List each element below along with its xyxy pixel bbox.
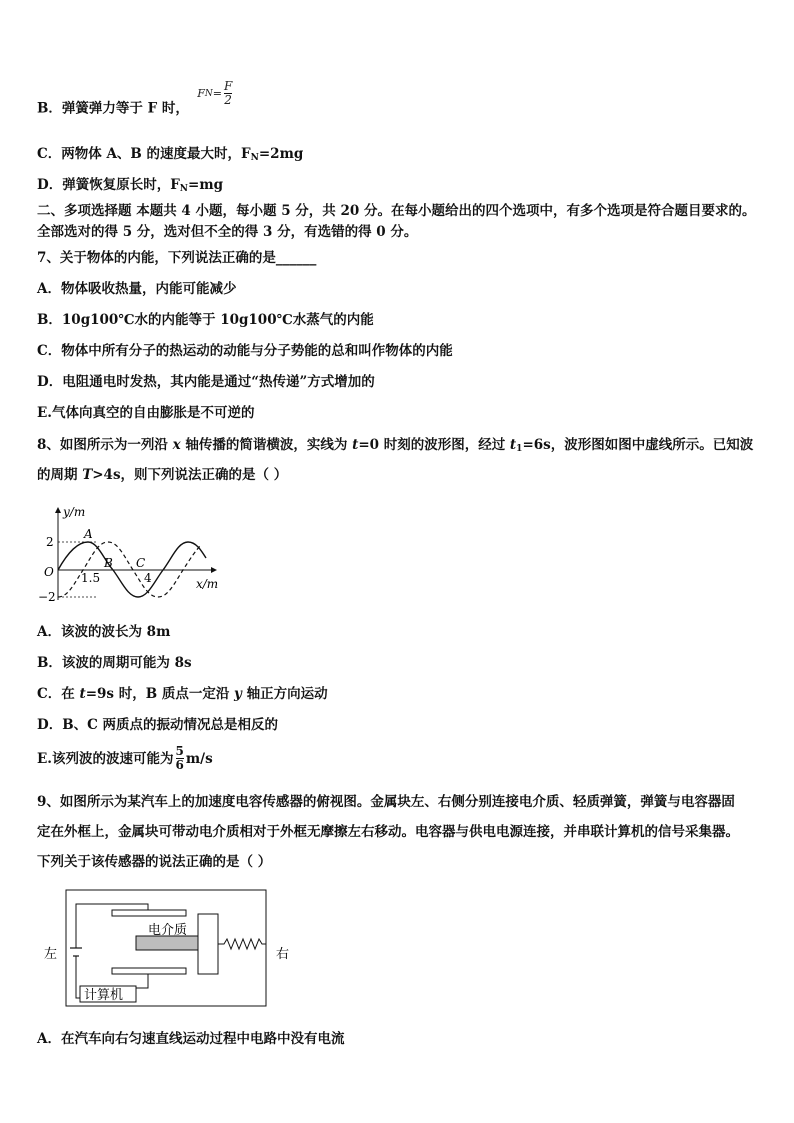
- q6-option-b-formula: F N = $\frac{F}{2}$: [197, 79, 233, 107]
- q9-stem-line1: 9、如图所示为某汽车上的加速度电容传感器的俯视图。金属块左、右侧分别连接电介质、轻质弹簧，弹簧与电容器固: [37, 794, 735, 810]
- q7-option-d: D．电阻通电时发热，其内能是通过“热传递”方式增加的: [37, 374, 375, 390]
- y-axis-label: y/m: [63, 505, 86, 519]
- q7-option-c: C．物体中所有分子的热运动的动能与分子势能的总和叫作物体的内能: [37, 343, 453, 359]
- capacitor-top-plate: [112, 910, 186, 916]
- q7-option-a: A．物体吸收热量，内能可能减少: [37, 281, 237, 297]
- bottom-wire: [76, 956, 80, 998]
- spring: [218, 939, 266, 949]
- point-a-label: A: [84, 527, 93, 541]
- q9-option-a: A．在汽车向右匀速直线运动过程中电路中没有电流: [37, 1031, 345, 1047]
- capacitor-bottom-plate: [112, 968, 186, 974]
- q6-option-c: C．两物体 A、B 的速度最大时，$F_N=2mg$: [37, 146, 304, 163]
- point-c-label: C: [136, 556, 146, 570]
- x-tick-1-5-label: 1.5: [81, 571, 101, 585]
- q9-stem-line3: 下列关于该传感器的说法正确的是（ ）: [37, 854, 272, 870]
- y-neg-tick-label: −2: [38, 590, 56, 604]
- q8-option-c: C．在 t=9s 时，B 质点一定沿 y 轴正方向运动: [37, 686, 328, 702]
- x-axis-label: x/m: [196, 577, 219, 591]
- q6-option-d: D．弹簧恢复原长时，$F_N=mg$: [37, 177, 224, 194]
- x-tick-4-label: 4: [144, 571, 152, 585]
- q8-wave-figure: [36, 500, 226, 610]
- right-label: 右: [276, 947, 290, 962]
- q6-option-b-text: B．弹簧弹力等于 F 时，: [37, 100, 189, 117]
- q6-option-b: [37, 79, 233, 123]
- section2-instructions-line1: 二、多项选择题 本题共 4 小题，每小题 5 分，共 20 分。在每小题给出的四个选项中，有多个选项是符合题目要求的。: [37, 203, 756, 219]
- fraction: $\frac{5}{6}$: [175, 744, 184, 772]
- fraction: $\frac{F}{2}$: [223, 79, 233, 107]
- q8-option-a: A．该波的波长为 8m: [37, 624, 171, 640]
- y-pos-tick-label: 2: [46, 535, 54, 549]
- q9-sensor-figure: [40, 888, 310, 1012]
- q7-option-b: B．10g100℃水的内能等于 10g100℃水蒸气的内能: [37, 312, 374, 328]
- metal-block: [198, 914, 218, 974]
- q7-option-e: E.气体向真空的自由膨胀是不可逆的: [37, 405, 255, 421]
- point-b-label: B: [104, 556, 113, 570]
- q8-stem-line1: 8、如图所示为一列沿 x 轴传播的简谐横波，实线为 t=0 时刻的波形图，经过 $t_1=6s$，波形图如图中虚线所示。已知波: [37, 437, 754, 454]
- dielectric-block: [136, 936, 198, 950]
- computer-label: 计算机: [84, 988, 124, 1003]
- q8-option-e: E.该列波的波速可能为 $\frac{5}{6}$ m/s: [37, 744, 213, 772]
- q8-option-d: D．B、C 两质点的振动情况总是相反的: [37, 717, 279, 733]
- computer-wire: [136, 974, 148, 988]
- section2-instructions-line2: 全部选对的得 5 分，选对但不全的得 3 分，有选错的得 0 分。: [37, 224, 418, 240]
- q9-stem-line2: 定在外框上，金属块可带动电介质相对于外框无摩擦左右移动。电容器与供电电源连接，并串联计算机的信号采集器。: [37, 824, 739, 840]
- q8-stem-line2: 的周期 T>4s，则下列说法正确的是（ ）: [37, 467, 288, 483]
- dielectric-label: 电介质: [148, 923, 188, 938]
- q7-stem: 7、关于物体的内能，下列说法正确的是______: [37, 250, 317, 266]
- origin-label: O: [44, 565, 54, 579]
- left-label: 左: [44, 947, 58, 962]
- q8-option-b: B．该波的周期可能为 8s: [37, 655, 192, 671]
